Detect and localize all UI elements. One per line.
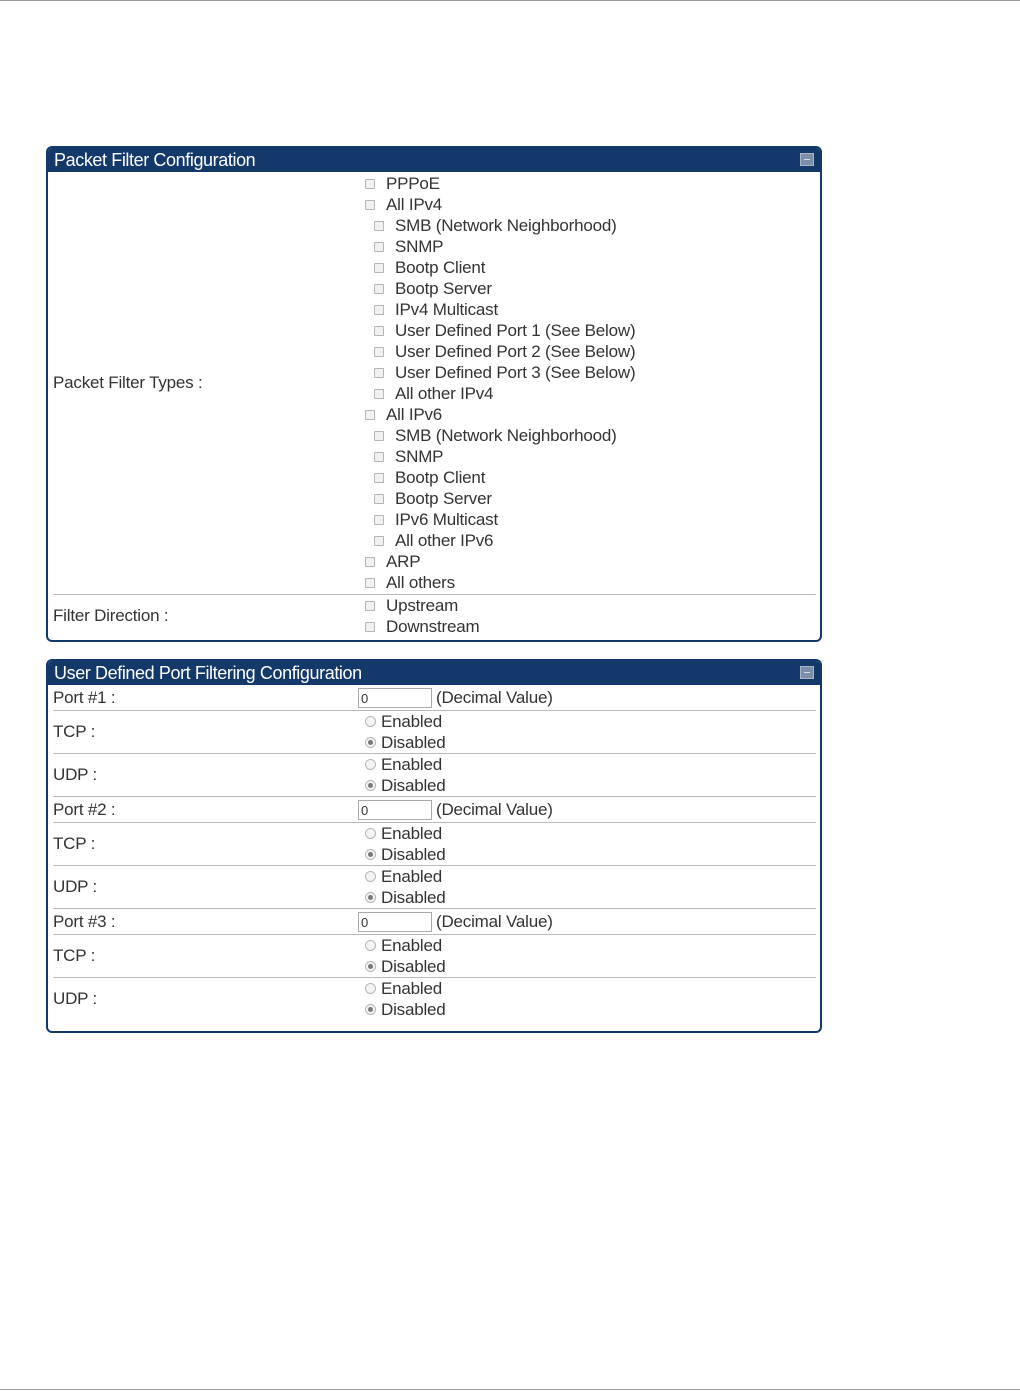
port-3-tcp-enabled-option: [357, 935, 816, 956]
port-1-udp-disabled-radio[interactable]: [365, 780, 376, 791]
port-2-udp-enabled-option: [357, 866, 816, 887]
packet-type-label: Bootp Client: [395, 257, 486, 277]
packet-type-option-all-ipv6: [357, 404, 816, 425]
packet-type-label: SMB (Network Neighborhood): [395, 425, 617, 445]
packet-type-option-ipv4-multicast: [357, 299, 816, 320]
packet-type-label: ARP: [386, 551, 421, 571]
port-1-udp-disabled-label: Disabled: [381, 775, 446, 795]
decimal-value-hint: (Decimal Value): [436, 799, 553, 819]
udp-label: UDP :: [53, 989, 98, 1008]
port-3-tcp-disabled-radio[interactable]: [365, 961, 376, 972]
port-1-tcp-disabled-radio[interactable]: [365, 737, 376, 748]
packet-type-option-ipv6-multicast: [357, 509, 816, 530]
port-3-tcp-enabled-label: Enabled: [381, 935, 442, 955]
port-2-udp-enabled-radio[interactable]: [365, 871, 376, 882]
packet-type-option-all-other-ipv6: [357, 530, 816, 551]
packet-type-label: SNMP: [395, 446, 444, 466]
port-filter-title: User Defined Port Filtering Configuration: [54, 663, 362, 683]
port-3-udp-row: [53, 977, 816, 1020]
port-1-tcp-enabled-label: Enabled: [381, 711, 442, 731]
port-2-label: Port #2 :: [53, 799, 116, 819]
port-3-value: [357, 912, 816, 932]
packet-type-label: All others: [386, 572, 455, 592]
packet-type-checkbox[interactable]: [374, 452, 384, 462]
port-1-udp-disabled-option: [357, 775, 816, 796]
collapse-icon[interactable]: [800, 666, 814, 679]
port-1-value: [357, 688, 816, 708]
port-filter-panel: [46, 659, 822, 1033]
port-3-udp-enabled-radio[interactable]: [365, 983, 376, 994]
packet-type-option-bootp-server: [357, 488, 816, 509]
port-1-udp-enabled-label: Enabled: [381, 754, 442, 774]
packet-filter-title: Packet Filter Configuration: [54, 150, 256, 170]
packet-type-checkbox[interactable]: [374, 347, 384, 357]
top-divider: [0, 0, 1020, 1]
packet-type-option-pppoe: [357, 173, 816, 194]
packet-type-checkbox[interactable]: [374, 431, 384, 441]
filter-direction-list: [357, 595, 816, 637]
packet-type-label: All IPv6: [386, 404, 443, 424]
packet-type-checkbox[interactable]: [374, 389, 384, 399]
packet-type-option-all-ipv4: [357, 194, 816, 215]
packet-type-checkbox[interactable]: [374, 536, 384, 546]
tcp-label: TCP :: [53, 722, 96, 741]
packet-type-checkbox[interactable]: [374, 473, 384, 483]
direction-label: Upstream: [386, 595, 459, 615]
packet-filter-panel: [46, 146, 822, 642]
port-1-tcp-row: [53, 710, 816, 753]
packet-type-label: All other IPv6: [395, 530, 494, 550]
port-3-tcp-disabled-label: Disabled: [381, 956, 446, 976]
packet-type-checkbox[interactable]: [365, 410, 375, 420]
packet-type-label: SMB (Network Neighborhood): [395, 215, 617, 235]
port-2-udp-enabled-label: Enabled: [381, 866, 442, 886]
udp-label: UDP :: [53, 765, 98, 784]
packet-type-option-user-defined-port-1-see-below: [357, 320, 816, 341]
packet-filter-types-row: [53, 172, 816, 593]
tcp-label: TCP :: [53, 834, 96, 853]
packet-type-label: All IPv4: [386, 194, 443, 214]
port-2-tcp-enabled-option: [357, 823, 816, 844]
packet-type-option-snmp: [357, 446, 816, 467]
port-2-tcp-disabled-label: Disabled: [381, 844, 446, 864]
port-1-row: [53, 685, 816, 710]
port-3-tcp-disabled-option: [357, 956, 816, 977]
port-1-label: Port #1 :: [53, 687, 116, 707]
packet-type-label: Bootp Client: [395, 467, 486, 487]
port-1-tcp-disabled-option: [357, 732, 816, 753]
port-2-row: [53, 796, 816, 822]
direction-checkbox[interactable]: [365, 622, 375, 632]
port-2-udp-disabled-label: Disabled: [381, 887, 446, 907]
port-2-tcp-enabled-radio[interactable]: [365, 828, 376, 839]
packet-type-option-user-defined-port-3-see-below: [357, 362, 816, 383]
packet-type-label: PPPoE: [386, 173, 440, 193]
packet-type-checkbox[interactable]: [374, 368, 384, 378]
direction-label: Downstream: [386, 616, 480, 636]
port-2-tcp-disabled-radio[interactable]: [365, 849, 376, 860]
packet-type-checkbox[interactable]: [365, 200, 375, 210]
packet-type-option-all-other-ipv4: [357, 383, 816, 404]
bottom-divider: [0, 1389, 1020, 1390]
packet-type-option-bootp-client: [357, 257, 816, 278]
filter-direction-label: Filter Direction :: [53, 606, 169, 625]
packet-type-checkbox[interactable]: [374, 221, 384, 231]
packet-type-option-bootp-client: [357, 467, 816, 488]
packet-type-option-smb-network-neighborhood: [357, 425, 816, 446]
direction-option-downstream: [357, 616, 816, 637]
collapse-icon[interactable]: [800, 153, 814, 166]
packet-type-checkbox[interactable]: [374, 305, 384, 315]
packet-type-label: SNMP: [395, 236, 444, 256]
port-2-tcp-enabled-label: Enabled: [381, 823, 442, 843]
packet-type-label: IPv6 Multicast: [395, 509, 499, 529]
port-2-udp-row: [53, 865, 816, 908]
packet-type-label: Bootp Server: [395, 278, 492, 298]
packet-type-option-arp: [357, 551, 816, 572]
packet-type-label: IPv4 Multicast: [395, 299, 499, 319]
port-3-udp-disabled-label: Disabled: [381, 999, 446, 1019]
port-3-row: [53, 908, 816, 934]
packet-type-checkbox[interactable]: [374, 326, 384, 336]
port-3-udp-disabled-radio[interactable]: [365, 1004, 376, 1015]
port-3-udp-disabled-option: [357, 999, 816, 1020]
port-3-udp-enabled-label: Enabled: [381, 978, 442, 998]
port-2-input[interactable]: [358, 800, 432, 820]
packet-type-checkbox[interactable]: [374, 494, 384, 504]
packet-type-option-user-defined-port-2-see-below: [357, 341, 816, 362]
port-1-tcp-enabled-option: [357, 711, 816, 732]
tcp-label: TCP :: [53, 946, 96, 965]
packet-type-checkbox[interactable]: [374, 242, 384, 252]
port-3-label: Port #3 :: [53, 911, 116, 931]
port-1-udp-enabled-option: [357, 754, 816, 775]
filter-direction-row: [53, 594, 816, 637]
decimal-value-hint: (Decimal Value): [436, 911, 553, 931]
packet-type-option-bootp-server: [357, 278, 816, 299]
port-2-udp-disabled-option: [357, 887, 816, 908]
port-1-tcp-enabled-radio[interactable]: [365, 716, 376, 727]
packet-type-label: User Defined Port 2 (See Below): [395, 341, 636, 361]
packet-type-option-smb-network-neighborhood: [357, 215, 816, 236]
packet-type-checkbox[interactable]: [374, 284, 384, 294]
packet-type-label: All other IPv4: [395, 383, 494, 403]
packet-type-checkbox[interactable]: [365, 179, 375, 189]
packet-type-label: User Defined Port 3 (See Below): [395, 362, 636, 382]
direction-option-upstream: [357, 595, 816, 616]
decimal-value-hint: (Decimal Value): [436, 687, 553, 707]
port-3-udp-enabled-option: [357, 978, 816, 999]
packet-type-option-all-others: [357, 572, 816, 593]
port-2-tcp-row: [53, 822, 816, 865]
port-2-udp-disabled-radio[interactable]: [365, 892, 376, 903]
packet-filter-header: [48, 148, 820, 172]
port-filter-body: [48, 685, 820, 1020]
port-3-input[interactable]: [358, 912, 432, 932]
port-1-tcp-disabled-label: Disabled: [381, 732, 446, 752]
port-2-value: [357, 800, 816, 820]
packet-type-checkbox[interactable]: [374, 263, 384, 273]
packet-type-checkbox[interactable]: [374, 515, 384, 525]
udp-label: UDP :: [53, 877, 98, 896]
port-2-tcp-disabled-option: [357, 844, 816, 865]
direction-checkbox[interactable]: [365, 601, 375, 611]
port-1-udp-enabled-radio[interactable]: [365, 759, 376, 770]
port-filter-header: [48, 661, 820, 685]
packet-type-option-snmp: [357, 236, 816, 257]
packet-type-checkbox[interactable]: [365, 578, 375, 588]
packet-filter-types-list: [357, 173, 816, 593]
port-3-tcp-row: [53, 934, 816, 977]
port-3-tcp-enabled-radio[interactable]: [365, 940, 376, 951]
packet-type-label: Bootp Server: [395, 488, 492, 508]
port-1-input[interactable]: [358, 688, 432, 708]
packet-type-label: User Defined Port 1 (See Below): [395, 320, 636, 340]
packet-type-checkbox[interactable]: [365, 557, 375, 567]
packet-filter-types-label: Packet Filter Types :: [53, 373, 203, 392]
port-1-udp-row: [53, 753, 816, 796]
